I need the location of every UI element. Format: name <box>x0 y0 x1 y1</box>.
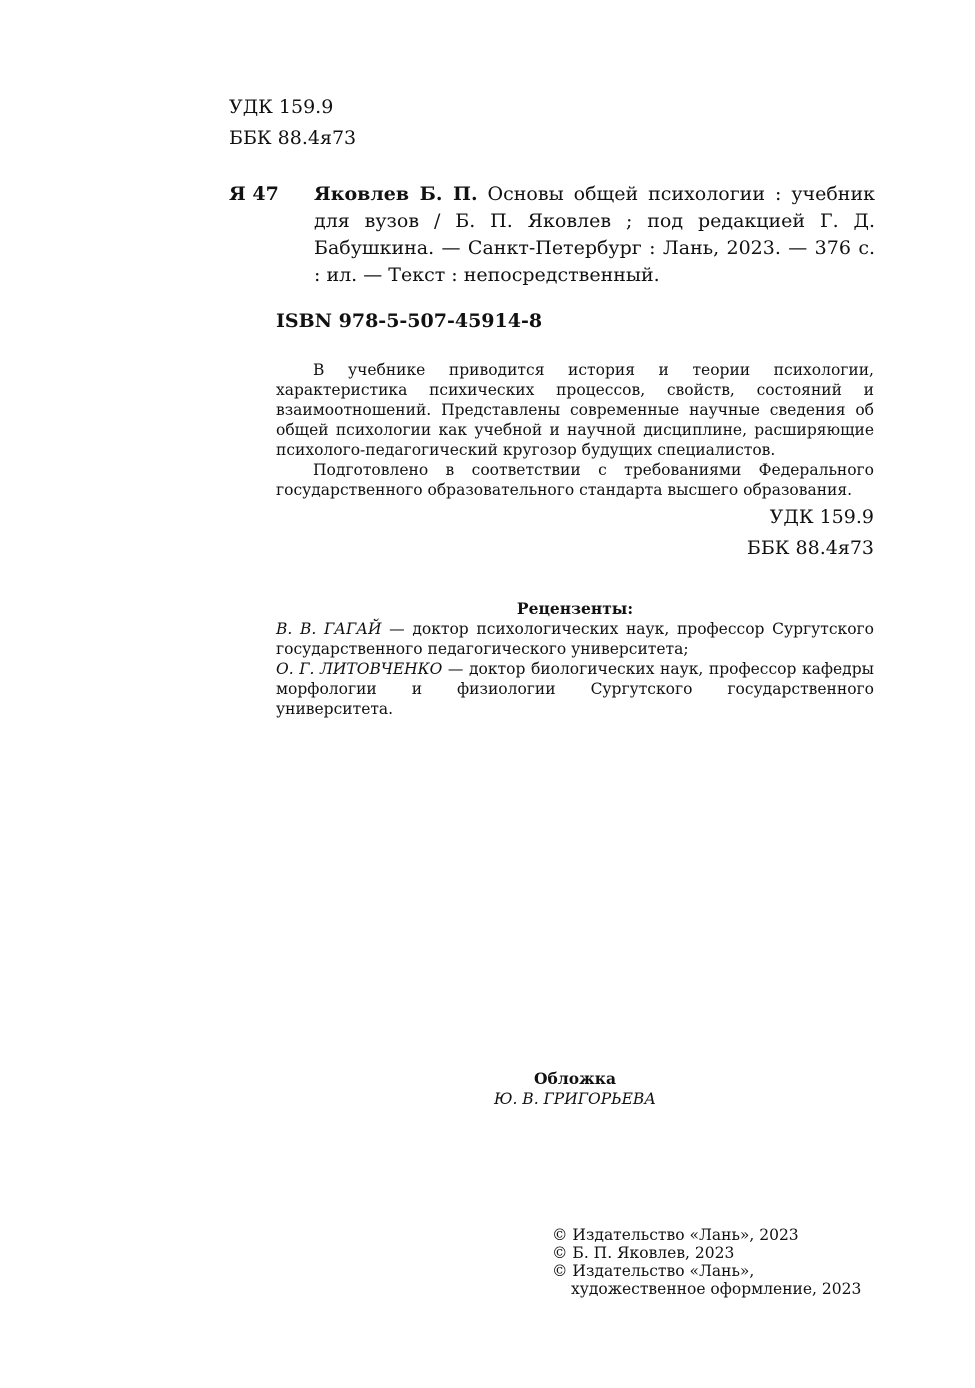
annotation-paragraph: В учебнике приводится история и теории психологии, характеристика психических процессов, свойств, состояний и взаимоотношений. Представлены современные научные сведения об общей психологии как учебной и научной дисциплине, расширяющие психолого-педагогический кругозор будущих специалистов. <box>276 361 874 459</box>
annotation-paragraph: Подготовлено в соответствии с требованиями Федерального государственного образовательного стандарта высшего образования. <box>276 461 874 499</box>
copyright-line: © Издательство «Лань», 2023 <box>552 1226 799 1244</box>
isbn: ISBN 978-5-507-45914-8 <box>276 310 543 332</box>
copyright-line: © Издательство «Лань», <box>552 1262 755 1280</box>
cover-credit <box>276 1069 874 1109</box>
author-name: Яковлев Б. П. <box>314 183 478 205</box>
reviewer-item <box>276 659 874 719</box>
reviewer-name: О. Г. ЛИТОВЧЕНКО <box>276 660 443 678</box>
bbk-code-top: ББК 88.4я73 <box>229 127 357 149</box>
bibliographic-entry <box>229 181 875 289</box>
reviewer-description: — доктор психологических наук, профессор Сургутского государственного педагогического университета; <box>276 620 874 658</box>
bbk-code-bottom: ББК 88.4я73 <box>746 537 874 559</box>
bottom-classification-index <box>747 502 874 564</box>
reviewers-title: Рецензенты: <box>516 599 634 618</box>
udk-code-top: УДК 159.9 <box>229 96 334 118</box>
bibliographic-text: Основы общей психологии : учебник для вузов / Б. П. Яковлев ; под редакцией Г. Д. Бабушкина. — Санкт-Петербург : Лань, 2023. — 376 с. : ил. — Текст : непосредственный. <box>314 183 875 286</box>
copyright-line: © Б. П. Яковлев, 2023 <box>552 1244 735 1262</box>
reviewer-item <box>276 619 874 659</box>
reviewers-block <box>276 599 874 719</box>
reviewer-name: В. В. ГАГАЙ <box>276 620 382 638</box>
bibliographic-description <box>314 181 875 289</box>
annotation <box>276 360 874 500</box>
reviewer-description: — доктор биологических наук, профессор кафедры морфологии и физиологии Сургутского государственного университета. <box>276 660 874 718</box>
copyright-line: художественное оформление, 2023 <box>571 1280 862 1298</box>
author-mark: Я 47 <box>229 183 279 205</box>
cover-title: Обложка <box>534 1069 616 1088</box>
top-classification-index <box>229 92 356 154</box>
cover-designer-name: Ю. В. ГРИГОРЬЕВА <box>493 1090 657 1108</box>
udk-code-bottom: УДК 159.9 <box>769 506 874 528</box>
copyright-block <box>552 1226 861 1298</box>
